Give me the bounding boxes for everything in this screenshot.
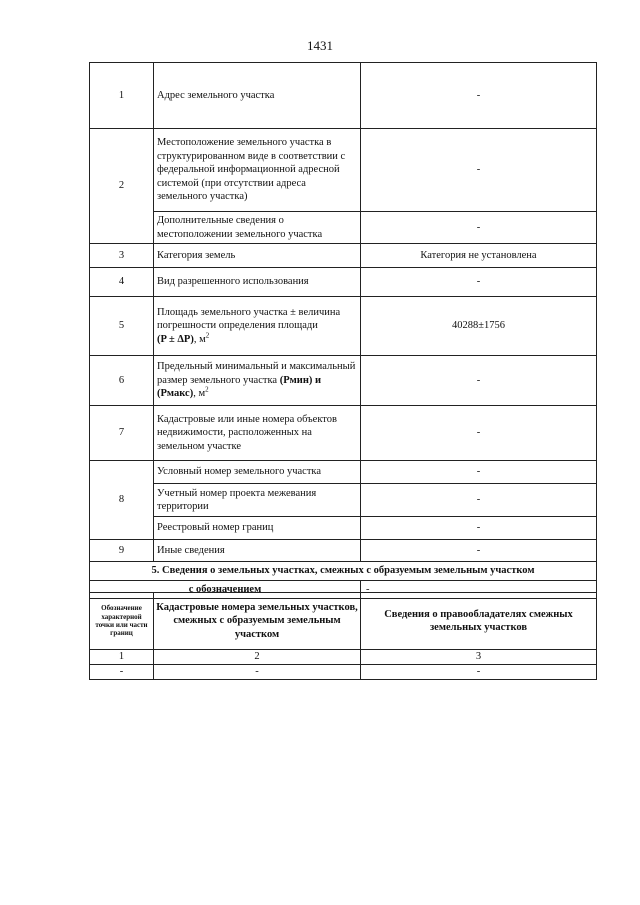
row-value: -	[361, 63, 597, 129]
table-row	[90, 244, 597, 268]
row-label: Иные сведения	[154, 540, 361, 562]
table-row	[90, 406, 597, 461]
row-number: 7	[90, 406, 154, 461]
column-number-row	[90, 650, 597, 665]
row-label: Кадастровые или иные номера объектов недвижимости, расположенных на земельном участке	[154, 406, 361, 461]
column-number: 3	[361, 650, 597, 665]
table-row	[90, 129, 597, 212]
row-label: Адрес земельного участка	[154, 63, 361, 129]
row-label-unit-exponent: 2	[205, 331, 210, 340]
row-label: Дополнительные сведения о местоположении земельного участка	[154, 212, 361, 244]
land-plot-info-table	[89, 62, 597, 599]
row-value: -	[361, 484, 597, 517]
adjacent-plots-table	[89, 592, 597, 680]
table-row	[90, 268, 597, 297]
row-value: -	[361, 517, 597, 540]
row-number: 1	[90, 63, 154, 129]
row-number: 6	[90, 356, 154, 406]
table-row	[90, 461, 597, 484]
row-value: -	[361, 129, 597, 212]
page-number: 1431	[307, 38, 333, 53]
table-cell: -	[154, 665, 361, 680]
table-row	[90, 356, 597, 406]
row-label-text: Площадь земельного участка ± величина погрешности определения площади	[157, 306, 341, 332]
row-label-unit: , м	[193, 388, 206, 400]
row-label-formula: (Рмин) и (Рмакс)	[157, 374, 322, 400]
row-label: Местоположение земельного участка в структурированном виде в соответствии с федеральной информационной адресной системой (при отсутствии адреса земельного участка)	[154, 129, 361, 212]
row-value: -	[361, 212, 597, 244]
row-label: Условный номер земельного участка	[154, 461, 361, 484]
row-label: Учетный номер проекта межевания территории	[154, 484, 361, 517]
row-label	[154, 356, 361, 406]
table-row	[90, 297, 597, 356]
column-number: 1	[90, 650, 154, 665]
row-label: Вид разрешенного использования	[154, 268, 361, 297]
table-cell: -	[361, 665, 597, 680]
row-number: 9	[90, 540, 154, 562]
column-header: Обозначение характерной точки или части границ	[90, 593, 154, 650]
row-value: -	[361, 461, 597, 484]
table-header-row	[90, 593, 597, 650]
row-label-unit: , м	[193, 333, 206, 345]
row-number: 3	[90, 244, 154, 268]
row-value: Категория не установлена	[361, 244, 597, 268]
table-row	[90, 517, 597, 540]
row-value: 40288±1756	[361, 297, 597, 356]
row-label-formula: (P ± ΔP)	[157, 333, 194, 345]
row-label: Реестровый номер границ	[154, 517, 361, 540]
section-5-title: 5. Сведения о земельных участках, смежных с образуемым земельным участком	[90, 562, 597, 581]
row-value: -	[361, 268, 597, 297]
row-label: Категория земель	[154, 244, 361, 268]
column-number: 2	[154, 650, 361, 665]
designation-value: -	[361, 581, 597, 599]
table-row	[90, 212, 597, 244]
column-header: Кадастровые номера земельных участков, смежных с образуемым земельным участком	[154, 593, 361, 650]
section-header-row	[90, 562, 597, 581]
row-value: -	[361, 406, 597, 461]
table-row	[90, 540, 597, 562]
table-row	[90, 665, 597, 680]
table-row	[90, 63, 597, 129]
table-row	[90, 484, 597, 517]
table-cell: -	[90, 665, 154, 680]
designation-label: с обозначением	[90, 581, 361, 599]
row-number: 4	[90, 268, 154, 297]
row-value: -	[361, 356, 597, 406]
row-value: -	[361, 540, 597, 562]
row-number: 8	[90, 461, 154, 540]
row-label	[154, 297, 361, 356]
row-number: 5	[90, 297, 154, 356]
row-label-text: Предельный минимальный и максимальный размер земельного участка	[157, 361, 356, 386]
row-label-unit-exponent: 2	[205, 385, 209, 394]
column-header: Сведения о правообладателях смежных земельных участков	[361, 593, 597, 650]
row-number: 2	[90, 129, 154, 244]
